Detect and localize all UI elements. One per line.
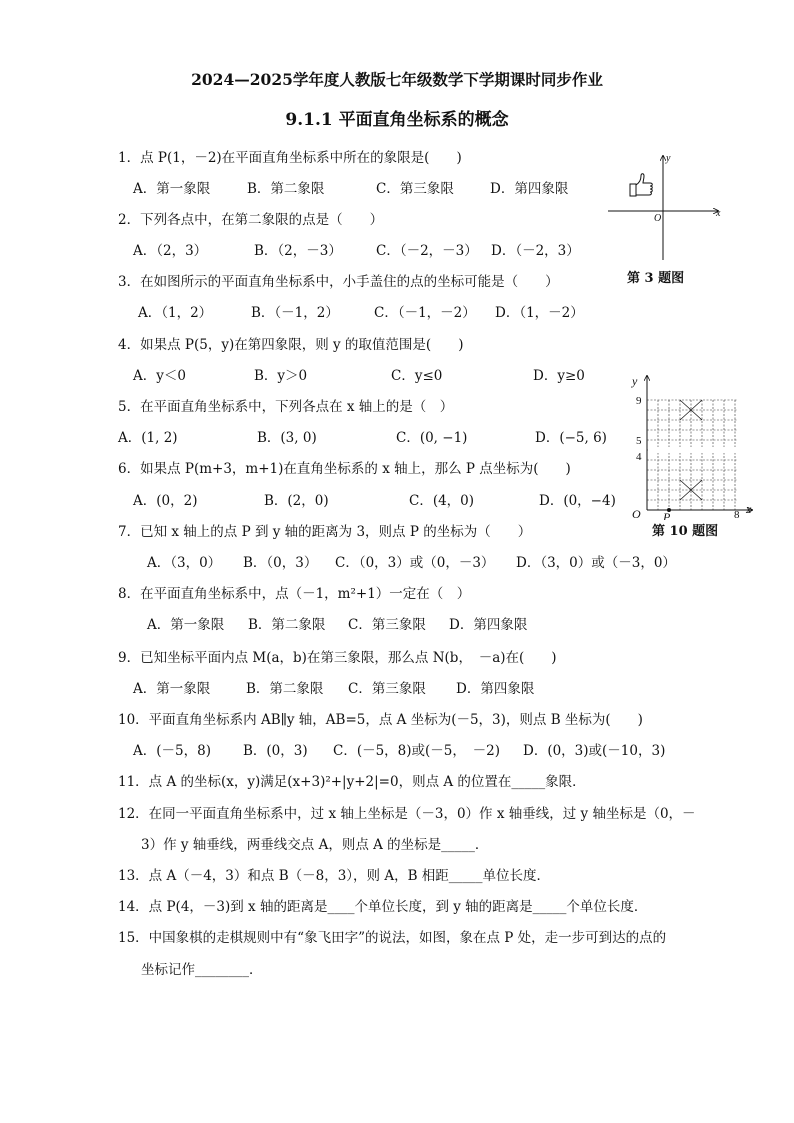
question-9-option-c: C．第三象限 [348,681,426,697]
question-4-option-b: B．y＞0 [254,368,308,384]
y-tick-4: 4 [636,451,642,463]
question-13: 13．点 A（－4，3）和点 B（－8，3），则 A，B 相距_____单位长度． [118,868,551,884]
question-2-stem: 2．下列各点中，在第二象限的点是（ ） [118,212,384,228]
question-15-line-1: 15．中国象棋的走棋规则中有“象飞田字”的说法，如图，象在点 P 处，走一步可到达的点的 [118,930,667,946]
figure-10-caption: 第 10 题图 [652,524,719,539]
question-8-option-c: C．第三象限 [348,617,426,633]
figure-3-caption: 第 3 题图 [627,271,685,286]
section-title: 9.1.1 平面直角坐标系的概念 [285,110,509,130]
question-10-stem: 10．平面直角坐标系内 AB∥y 轴，AB=5，点 A 坐标为(－5，3)，则点 B 坐标为( ) [118,712,643,728]
question-1-option-a: A．第一象限 [133,181,211,197]
hand-icon [630,174,652,196]
question-3-option-a: A．（1，2） [138,305,213,321]
question-6-option-c: C．(4，0) [409,493,475,509]
question-10-option-b: B．(0，3) [243,743,308,759]
question-2-option-b: B．（2，－3） [254,243,342,259]
question-8-option-b: B．第二象限 [248,617,326,633]
question-3-option-b: B．（－1，2） [251,305,339,321]
question-7-option-c: C．（0，3）或（0，－3） [335,555,495,571]
question-2-option-d: D．（－2，3） [491,243,580,259]
question-10-option-d: D．(0，3)或(－10，3) [523,743,666,759]
y-tick-5: 5 [636,435,642,447]
question-4-option-a: A．y＜0 [133,368,186,384]
question-3-stem: 3．在如图所示的平面直角坐标系中，小手盖住的点的坐标可能是（ ） [118,274,559,290]
question-1-option-d: D．第四象限 [490,181,569,197]
question-12-line-1: 12．在同一平面直角坐标系中，过 x 轴上坐标是（－3，0）作 x 轴垂线，过 y 轴坐标是（0，－ [118,806,696,822]
figure-10-grid [620,368,760,520]
y-axis-label: y [666,153,671,164]
question-9-option-a: A．第一象限 [133,681,211,697]
question-5-option-a: A．(1, 2) [118,430,178,446]
river-gap [648,447,737,453]
page-title: 2024—2025学年度人教版七年级数学下学期课时同步作业 [191,70,603,89]
question-1-option-b: B．第二象限 [247,181,325,197]
question-4-stem: 4．如果点 P(5，y)在第四象限，则 y 的取值范围是( ) [118,337,464,353]
question-9-option-b: B．第二象限 [246,681,324,697]
grid-lines [647,400,737,510]
question-6-option-b: B．(2，0) [264,493,329,509]
origin-label: O [632,507,641,520]
point-p-label: P [663,510,671,520]
question-7-option-b: B．（0，3） [243,555,318,571]
y-tick-9: 9 [636,395,642,407]
y-axis-label: y [632,374,638,388]
question-14: 14．点 P(4，－3)到 x 轴的距离是____个单位长度，到 y 轴的距离是_____个单位长度． [118,899,648,915]
question-9-option-d: D．第四象限 [456,681,535,697]
question-6-option-a: A．(0，2) [133,493,198,509]
question-7-stem: 7．已知 x 轴上的点 P 到 y 轴的距离为 3，则点 P 的坐标为（ ） [118,524,532,540]
question-3-option-d: D．（1，－2） [495,305,584,321]
question-9-stem: 9．已知坐标平面内点 M(a，b)在第三象限，那么点 N(b， －a)在( ) [118,650,557,666]
question-5-stem: 5．在平面直角坐标系中，下列各点在 x 轴上的是（ ） [118,399,454,415]
question-1-option-c: C．第三象限 [376,181,454,197]
question-10-option-c: C．(－5，8)或(－5， －2) [333,743,501,759]
question-4-option-d: D．y≥0 [533,368,585,384]
origin-label: O [654,213,662,224]
question-5-option-d: D．(−5, 6) [535,430,607,446]
question-6-option-d: D．(0，−4) [539,493,616,509]
question-10-option-a: A．(－5，8) [133,743,211,759]
question-12-line-2: 3）作 y 轴垂线，两垂线交点 A，则点 A 的坐标是_____． [141,837,489,853]
question-11: 11．点 A 的坐标(x，y)满足(x+3)²+|y+2|=0，则点 A 的位置在_____象限． [118,774,586,790]
question-8-option-d: D．第四象限 [449,617,528,633]
figure-3-coordinate-plane [604,150,728,265]
question-8-option-a: A．第一象限 [147,617,225,633]
x-tick-8: 8 [734,509,740,520]
question-8-stem: 8．在平面直角坐标系中，点（－1，m²+1）一定在（ ） [118,586,471,602]
question-1-stem: 1．点 P(1，－2)在平面直角坐标系中所在的象限是( ) [118,150,462,166]
question-5-option-b: B．(3, 0) [257,430,317,446]
question-6-stem: 6．如果点 P(m+3，m+1)在直角坐标系的 x 轴上，那么 P 点坐标为( ) [118,461,571,477]
question-7-option-d: D．（3，0）或（－3，0） [516,555,676,571]
question-2-option-a: A．（2，3） [133,243,208,259]
question-3-option-c: C．（－1，－2） [374,305,476,321]
question-5-option-c: C．(0, −1) [396,430,468,446]
question-15-line-2: 坐标记作________． [141,962,263,978]
x-axis-label: x [716,208,721,219]
question-4-option-c: C．y≤0 [391,368,443,384]
x-axis-label: x [746,502,752,516]
question-2-option-c: C．（－2，－3） [376,243,478,259]
question-7-option-a: A．（3，0） [147,555,222,571]
